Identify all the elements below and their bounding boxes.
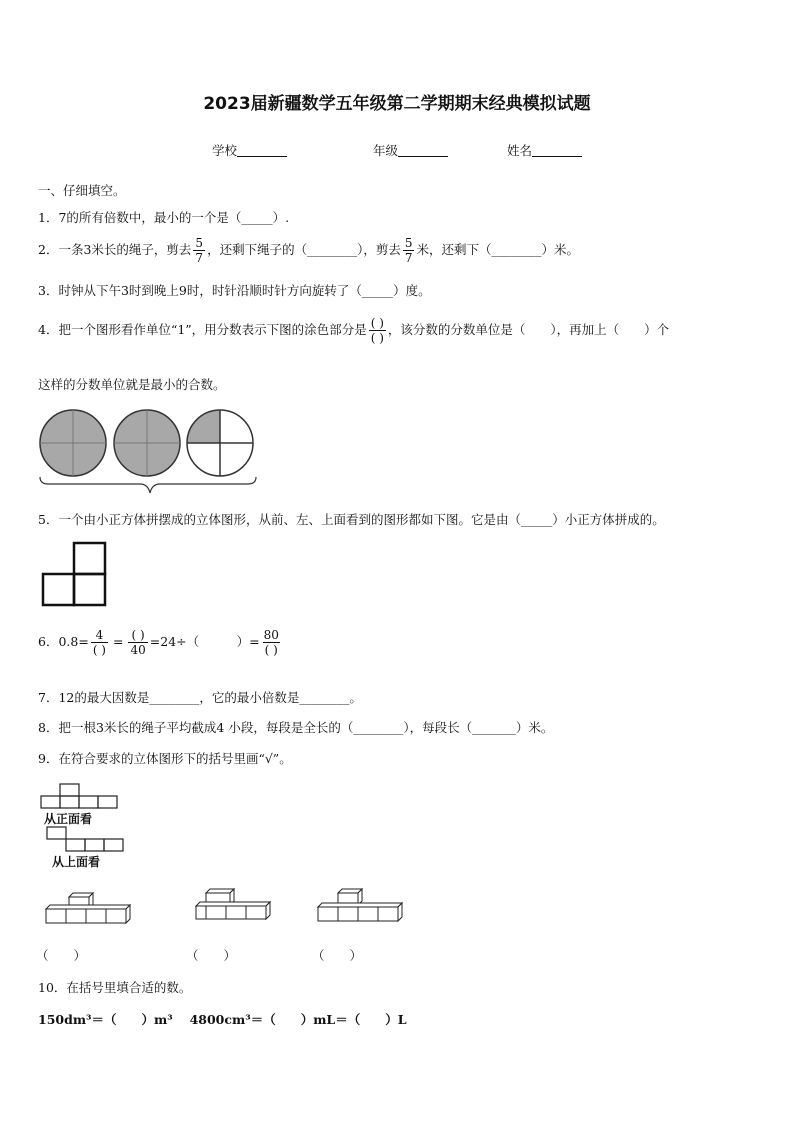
grade-blank[interactable] xyxy=(398,144,448,157)
name-label: 姓名 xyxy=(507,143,533,158)
section-heading: 一、仔细填空。 xyxy=(38,183,126,198)
answer-paren-a[interactable]: （ ） xyxy=(36,948,87,963)
q6-f1-num: 4 xyxy=(95,628,104,642)
q6-fraction-1 xyxy=(91,628,108,657)
q6-text-a: 6．0.8= xyxy=(38,634,89,649)
solid-option-c xyxy=(316,888,408,924)
question-10: 10．在括号里填合适的数。 xyxy=(38,980,192,995)
question-4-continued: 这样的分数单位就是最小的合数。 xyxy=(38,377,226,392)
q2-frac1-num: 5 xyxy=(195,236,204,250)
q6-text-b: =24÷（ ）= xyxy=(149,634,260,649)
q6-f2-num: ( ) xyxy=(131,628,145,642)
answer-paren-b[interactable]: （ ） xyxy=(186,948,237,963)
q4-frac-den: ( ) xyxy=(370,331,384,345)
q2-fraction-2 xyxy=(403,236,415,265)
front-view-figure xyxy=(40,783,120,811)
q2-frac2-den: 7 xyxy=(404,251,413,265)
grade-label: 年级 xyxy=(373,143,399,158)
top-view-figure xyxy=(46,826,126,854)
q6-f2-den: 40 xyxy=(130,643,146,657)
q10-conversion-line: 150dm³＝（ ）m³ 4800cm³＝（ ）mL＝（ ）L xyxy=(38,1012,407,1027)
question-4 xyxy=(38,316,669,345)
q6-f1-den: ( ) xyxy=(92,643,106,657)
q2-frac2-num: 5 xyxy=(404,236,413,250)
question-2 xyxy=(38,236,579,265)
school-label: 学校 xyxy=(212,143,238,158)
q4-text-b: ，该分数的分数单位是（ ），再加上（ ）个 xyxy=(387,322,670,337)
question-9: 9．在符合要求的立体图形下的括号里画“√”。 xyxy=(38,751,292,766)
solid-option-b xyxy=(192,888,274,924)
front-view-label: 从正面看 xyxy=(44,812,93,826)
page-title: 2023届新疆数学五年级第二学期期末经典模拟试题 xyxy=(203,94,591,114)
q2-fraction-1 xyxy=(193,236,205,265)
question-7: 7．12的最大因数是________，它的最小倍数是________。 xyxy=(38,690,362,705)
q4-fraction xyxy=(369,316,386,345)
q6-fraction-3 xyxy=(262,628,281,657)
q2-frac1-den: 7 xyxy=(195,251,204,265)
answer-paren-c[interactable]: （ ） xyxy=(312,948,363,963)
top-view-label: 从上面看 xyxy=(52,855,101,869)
question-3: 3．时钟从下午3时到晚上9时，时针沿顺时针方向旋转了（_____）度。 xyxy=(38,283,431,298)
q2-text-c: 米，还剩下（________）米。 xyxy=(416,242,579,257)
q4-text-a: 4．把一个图形看作单位“1”，用分数表示下图的涂色部分是 xyxy=(38,322,367,337)
circles-figure xyxy=(36,403,261,498)
q6-f3-den: ( ) xyxy=(264,643,278,657)
q2-text-b: ，还剩下绳子的（________），剪去 xyxy=(207,242,401,257)
question-5: 5．一个由小正方体拼摆成的立体图形，从前、左、上面看到的图形都如下图。它是由（_____）小正方体拼成的。 xyxy=(38,512,665,527)
question-1: 1．7的所有倍数中，最小的一个是（_____）. xyxy=(38,210,290,225)
q6-eq: = xyxy=(113,634,124,649)
circle-1-shaded xyxy=(40,410,106,476)
solid-option-a xyxy=(42,892,134,928)
name-blank[interactable] xyxy=(532,144,582,157)
name-field[interactable] xyxy=(507,141,582,159)
circle-2-shaded xyxy=(114,410,180,476)
circle-3-quarter-shaded xyxy=(187,410,253,476)
school-blank[interactable] xyxy=(237,144,287,157)
brace xyxy=(40,477,256,493)
school-field[interactable] xyxy=(212,141,287,159)
q2-text-a: 2．一条3米长的绳子，剪去 xyxy=(38,242,192,257)
grade-field[interactable] xyxy=(373,141,448,159)
question-8: 8．把一根3米长的绳子平均截成4 小段，每段是全长的（________），每段长（_______）米。 xyxy=(38,720,554,735)
question-6 xyxy=(38,628,283,657)
three-view-figure xyxy=(42,542,108,608)
q6-f3-num: 80 xyxy=(263,628,279,642)
q4-frac-num: ( ) xyxy=(370,316,384,330)
q6-fraction-2 xyxy=(128,628,147,657)
